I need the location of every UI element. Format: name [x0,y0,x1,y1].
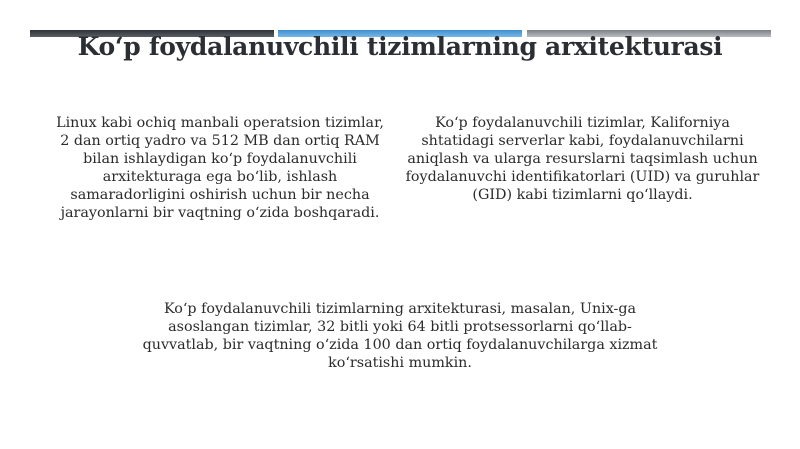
paragraph-bottom: Ko‘p foydalanuvchili tizimlarning arxitekturasi, masalan, Unix-ga asoslangan tizimlar, 32 bitli yoki 64 bitli protsessorlarni qo‘llab-quvvatlab, bir vaqtning o‘zida 100 dan ortiq foydalanuvchilarga xizmat ko‘rsatishi mumkin. [142,301,658,371]
slide-title: Ko‘p foydalanuvchili tizimlarning arxitekturasi [77,32,723,61]
paragraph-right: Ko‘p foydalanuvchili tizimlar, Kaliforniya shtatidagi serverlar kabi, foydalanuvchilarni aniqlash va ularga resurslarni taqsimlash uchun foydalanuvchi identifikatorlari (UID) va guruhlar (GID) kabi tizimlarni qo‘llaydi. [405,115,760,203]
paragraph-left: Linux kabi ochiq manbali operatsion tizimlar, 2 dan ortiq yadro va 512 MB dan ortiq RAM bilan ishlaydigan ko‘p foydalanuvchili arxitekturaga ega bo‘lib, ishlash samaradorligini oshirish uchun bir necha jarayonlarni bir vaqtning o‘zida boshqaradi. [56,115,384,221]
